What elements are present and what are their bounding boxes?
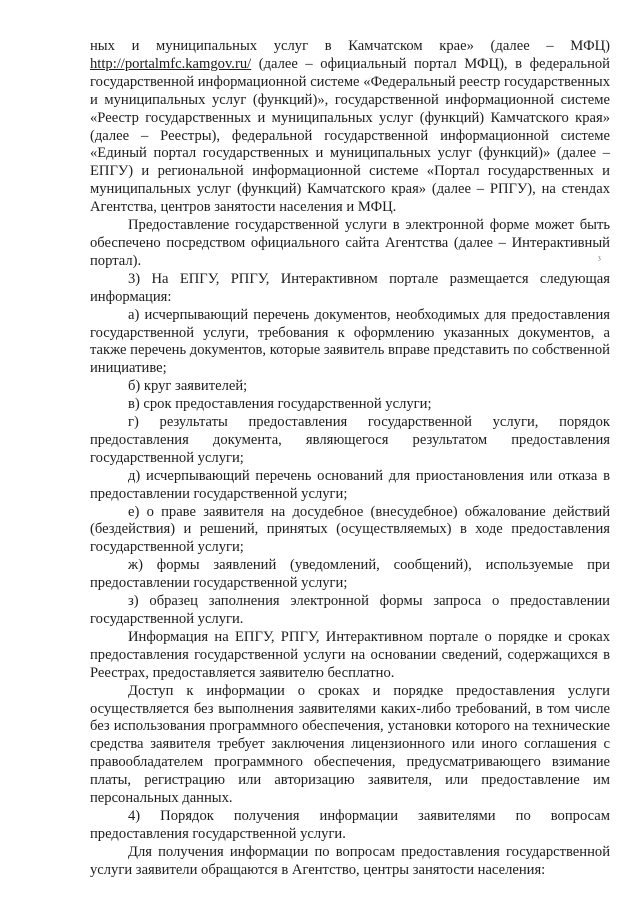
- paragraph-text-start: ных и муниципальных услуг в Камчатском крае» (далее – МФЦ): [90, 38, 610, 54]
- list-item-e: е) о праве заявителя на досудебное (внесудебное) обжалование действий (бездействия) и решений, принятых (осуществляемых) в ходе предоставления государственной услуги;: [90, 503, 610, 556]
- list-item-v: в) срок предоставления государственной услуги;: [128, 396, 432, 413]
- paragraph-continuation: [90, 38, 610, 217]
- paragraph-item-3: 3) На ЕПГУ, РПГУ, Интерактивном портале размещается следующая информация:: [90, 270, 610, 305]
- paragraph-item-4: 4) Порядок получения информации заявителями по вопросам предоставления государственной услуги.: [90, 807, 610, 842]
- paragraph-text-end: (далее – официальный портал МФЦ), в федеральной государственной информационной системе «Федеральный реестр государственных и муниципальных услуг (функций)», государственной информационной системе «Реестр государственных и муниципальных услуг (функций) Камчатского края» (далее – Реестры), федеральной государственной информационной системе «Единый портал государственных и муниципальных услуг (функций)» (далее – ЕПГУ) и региональной информационной системе «Портал государственных и муниципальных услуг (функций) Камчатского края» (далее – РПГУ), на стендах Агентства, центров занятости населения и МФЦ.: [90, 55, 610, 216]
- portal-link[interactable]: http://portalmfc.kamgov.ru/: [90, 55, 252, 72]
- paragraph-info-free: Информация на ЕПГУ, РПГУ, Интерактивном портале о порядке и сроках предоставления государственной услуги на основании сведений, содержащихся в Реестрах, предоставляется заявителю бесплатно.: [90, 628, 610, 681]
- margin-mark: ᶾ: [598, 254, 601, 265]
- paragraph-electronic-form: Предоставление государственной услуги в электронной форме может быть обеспечено посредством официального сайта Агентства (далее – Интерактивный портал).: [90, 217, 610, 269]
- list-item-a: а) исчерпывающий перечень документов, необходимых для предоставления государственной услуги, требования к оформлению указанных документов, а также перечень документов, которые заявитель вправе представить по собственной инициативе;: [90, 306, 610, 377]
- list-item-d: д) исчерпывающий перечень оснований для приостановления или отказа в предоставлении государственной услуги;: [90, 467, 610, 502]
- list-item-z: з) образец заполнения электронной формы запроса о предоставлении государственной услуги.: [90, 593, 610, 627]
- list-item-g: г) результаты предоставления государственной услуги, порядок предоставления документа, являющегося результатом предоставления государственной услуги;: [90, 414, 610, 466]
- paragraph-access: Доступ к информации о сроках и порядке предоставления услуги осуществляется без выполнения заявителями каких-либо требований, в том числе без использования программного обеспечения, установки которого на технические средства заявителя требует заключения лицензионного или иного соглашения с правообладателем программного обеспечения, предусматривающего взимание платы, регистрацию или авторизацию заявителя, или предоставление им персональных данных.: [90, 682, 610, 807]
- paragraph-info-request: Для получения информации по вопросам предоставления государственной услуги заявители обращаются в Агентство, центры занятости населения:: [90, 843, 610, 878]
- list-item-b: б) круг заявителей;: [128, 378, 248, 395]
- list-item-zh: ж) формы заявлений (уведомлений, сообщений), используемые при предоставлении государственной услуги;: [90, 557, 610, 592]
